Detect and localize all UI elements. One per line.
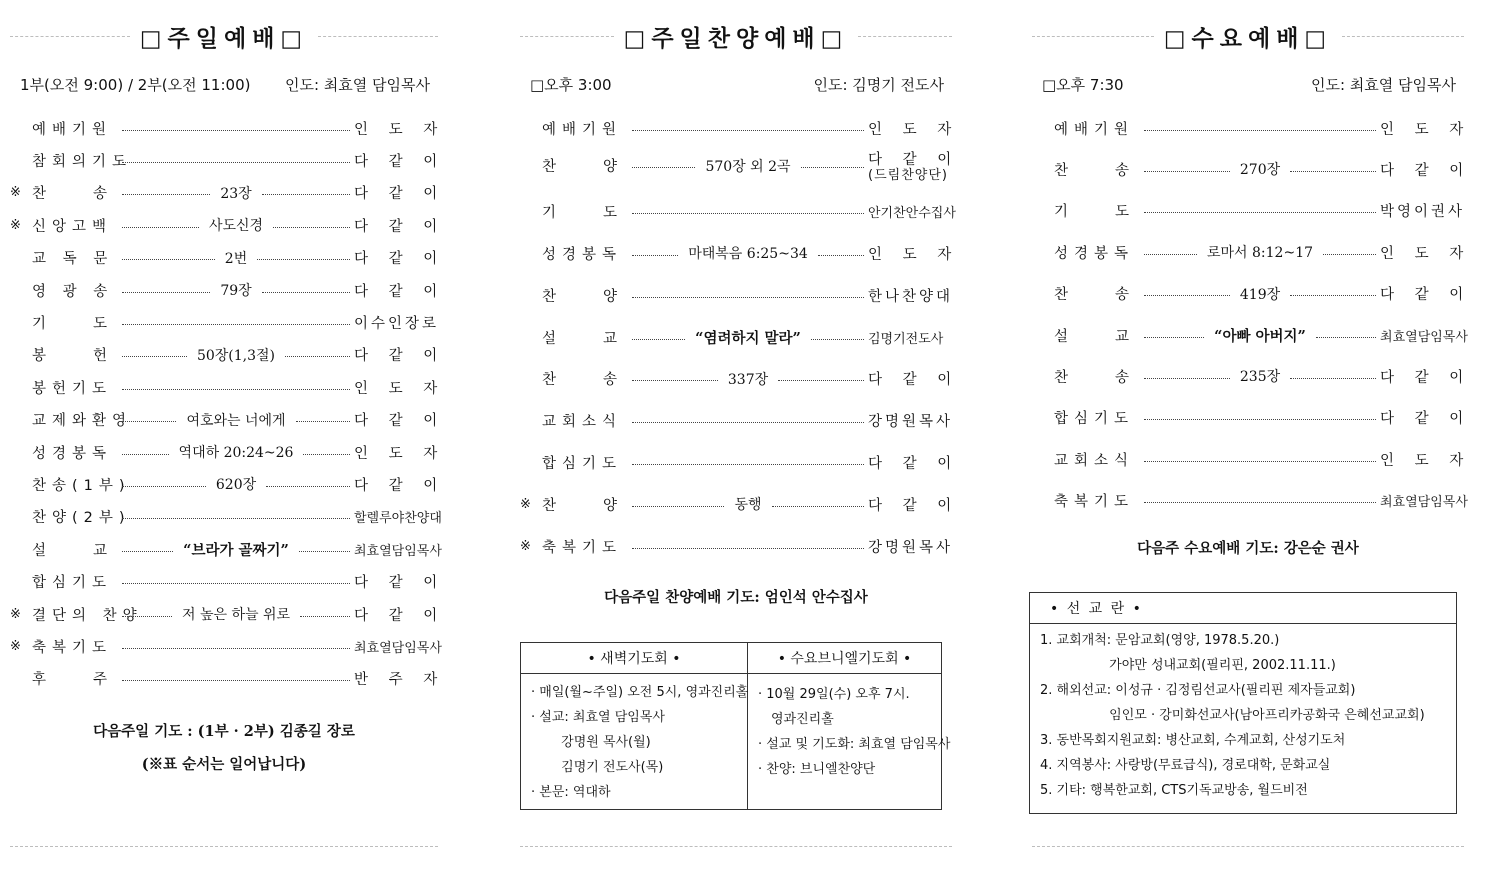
order-item-person <box>868 494 960 515</box>
dot-leader <box>1290 378 1376 379</box>
order-item-name: 찬 양 <box>542 497 624 514</box>
info-line: 김명기 전도사(목) <box>531 760 664 775</box>
dot-leader <box>122 130 350 131</box>
dot-leader <box>1316 337 1376 338</box>
info-line: 3. 동반목회지원교회: 병산교회, 수계교회, 산성기도처 <box>1040 733 1346 748</box>
order-item-person <box>354 668 446 689</box>
order-item <box>10 177 446 209</box>
order-item <box>10 436 446 468</box>
service-info <box>520 74 952 95</box>
order-item <box>1032 153 1472 185</box>
order-item-person <box>354 540 442 559</box>
divider <box>10 846 438 847</box>
order-item-detail: 마태복음 6:25~34 <box>688 246 808 263</box>
dot-leader <box>300 616 350 617</box>
dot-leader <box>122 518 350 519</box>
order-item-person <box>868 368 960 389</box>
person-name: 다 같 이 <box>354 218 446 235</box>
order-item-detail: 337장 <box>727 371 769 388</box>
column-header <box>520 18 952 54</box>
order-item-name: 기 도 <box>1054 204 1136 221</box>
order-item-detail: 570장 외 2곡 <box>705 158 791 175</box>
order-item <box>520 279 952 311</box>
order-item-person <box>354 150 446 171</box>
person-name: 다 같 이 <box>1380 162 1472 179</box>
order-item-person <box>354 507 442 527</box>
person-name: 최효열담임목사 <box>354 543 442 559</box>
order-item <box>1032 278 1472 310</box>
dot-leader <box>632 130 864 131</box>
person-name: 다 같 이 <box>1380 411 1472 428</box>
order-item <box>520 321 952 353</box>
dot-leader <box>1323 254 1376 255</box>
info-line: 1. 교회개척: 문암교회(영양, 1978.5.20.) <box>1040 633 1280 648</box>
info-line: · 찬양: 브니엘찬양단 <box>758 762 876 777</box>
order-item-person <box>868 536 952 557</box>
info-line: 4. 지역봉사: 사랑방(무료급식), 경로대학, 문화교실 <box>1040 758 1331 773</box>
dot-leader <box>122 162 350 163</box>
next-week-prayer: 다음주 수요예배 기도: 강은순 권사 <box>1137 540 1359 557</box>
person-name: 다 같 이 <box>354 153 446 170</box>
person-name: 할렐루야찬양대 <box>354 511 442 527</box>
divider <box>520 36 614 37</box>
panel-lines <box>748 674 951 782</box>
person-name: 다 같 이 <box>868 497 960 514</box>
order-item-person <box>354 312 438 333</box>
order-item <box>10 209 446 241</box>
order-item <box>10 339 446 371</box>
order-item-name: 봉 헌 <box>32 348 114 365</box>
column-title: □주일찬양예배□ <box>623 25 849 52</box>
dot-leader <box>1144 130 1376 131</box>
person-name: 다 같 이 <box>354 283 446 300</box>
order-item <box>10 306 438 338</box>
order-item-name: 참회의기도 <box>32 153 133 170</box>
order-item-person <box>354 604 446 625</box>
dot-leader <box>122 583 350 584</box>
person-name: 박영이권사 <box>1380 204 1466 221</box>
person-name: 다 같 이 <box>354 348 446 365</box>
dot-leader <box>1144 337 1204 338</box>
order-item-name: 찬 송 <box>1054 162 1136 179</box>
order-item-person <box>868 328 952 347</box>
order-item <box>10 630 442 662</box>
person-name: 다 같 이 <box>354 413 446 430</box>
order-item-detail: 23장 <box>220 185 252 202</box>
person-name: 다 같 이 <box>354 607 446 624</box>
standing-mark: ※ <box>520 538 531 554</box>
dot-leader <box>632 297 864 298</box>
order-item-name: 교 독 문 <box>32 251 114 268</box>
service-leader: 인도: 김명기 전도사 <box>813 76 944 94</box>
order-item <box>10 533 442 565</box>
order-item-name: 설 교 <box>32 542 114 559</box>
column-title: □주일예배□ <box>139 25 309 52</box>
order-item <box>10 404 446 436</box>
order-item-name: 찬 송 <box>1054 287 1136 304</box>
standing-mark: ※ <box>10 185 21 201</box>
person-name: 인 도 자 <box>354 121 446 138</box>
order-item-person <box>1380 242 1472 263</box>
order-item-person <box>354 637 442 656</box>
order-item <box>1032 360 1472 392</box>
order-item-name: 축복기도 <box>542 539 623 556</box>
info-line: 강명원 목사(월) <box>531 735 651 750</box>
dot-leader <box>122 454 169 455</box>
order-item-name: 예배기원 <box>1054 121 1135 138</box>
person-name: 인 도 자 <box>1380 245 1472 262</box>
person-name: 이수인장로 <box>354 315 440 332</box>
order-item-name: 합심기도 <box>542 455 623 472</box>
order-item-person <box>354 571 446 592</box>
order-item-person <box>354 118 446 139</box>
order-item <box>520 237 960 269</box>
order-item-name: 후 주 <box>32 672 114 689</box>
order-item-person <box>868 410 952 431</box>
order-item <box>1032 402 1472 434</box>
standing-note: (※표 순서는 일어납니다) <box>141 756 307 773</box>
dawn-prayer-panel <box>521 643 748 809</box>
order-item-person <box>868 243 960 264</box>
divider <box>1342 36 1464 37</box>
order-item-name: 찬 양 <box>542 159 624 176</box>
order-item-name: 설 교 <box>1054 328 1136 345</box>
order-item-detail: “브라가 골짜기” <box>183 541 289 559</box>
dot-leader <box>632 464 864 465</box>
person-name: 최효열담임목사 <box>1380 495 1468 511</box>
person-name: 다 같 이 <box>354 477 446 494</box>
dot-leader <box>303 454 350 455</box>
wednesday-prayer-panel <box>748 643 951 809</box>
dot-leader <box>1144 295 1230 296</box>
panel-lines <box>521 674 747 805</box>
order-item-name: 기 도 <box>542 205 624 222</box>
info-line: 5. 기타: 행복한교회, CTS기독교방송, 월드비전 <box>1040 783 1308 798</box>
person-name: 최효열담임목사 <box>354 640 442 656</box>
order-item-detail: 동행 <box>734 497 762 514</box>
order-item-detail: “아빠 아버지” <box>1214 327 1306 345</box>
dot-leader <box>122 648 350 649</box>
dot-leader <box>818 255 864 256</box>
dot-leader <box>1144 254 1197 255</box>
dot-leader <box>122 389 350 390</box>
order-item-name: 예배기원 <box>32 121 113 138</box>
order-item <box>1032 319 1468 351</box>
dot-leader <box>1290 295 1376 296</box>
person-name: 다 같 이 <box>1380 287 1472 304</box>
order-item-detail: 사도신경 <box>208 218 264 235</box>
order-item <box>10 468 446 500</box>
order-item-person <box>868 202 956 222</box>
order-item-person <box>354 247 446 268</box>
dot-leader <box>632 213 864 214</box>
order-item-person <box>354 280 446 301</box>
mission-box <box>1029 592 1457 814</box>
person-name: 인 도 자 <box>354 445 446 462</box>
person-name: 인 도 자 <box>1380 121 1472 138</box>
person-name: 김명기전도사 <box>868 331 944 347</box>
dot-leader <box>1144 212 1376 213</box>
info-line: · 본문: 역대하 <box>531 785 611 800</box>
order-item-person <box>1380 200 1464 221</box>
order-item-name: 봉헌기도 <box>32 380 113 397</box>
dot-leader <box>122 292 210 293</box>
order-item-name: 설 교 <box>542 330 624 347</box>
order-item-person <box>1380 326 1468 345</box>
dot-leader <box>1144 419 1376 420</box>
column-header <box>10 18 438 54</box>
person-name: 다 같 이 <box>868 455 960 472</box>
order-item-name: 찬 송 <box>1054 369 1136 386</box>
dot-leader <box>122 356 187 357</box>
prayer-meetings-box <box>520 642 951 810</box>
service-time: □오후 7:30 <box>1042 76 1124 94</box>
order-item <box>1032 112 1472 144</box>
dot-leader <box>632 380 718 381</box>
person-name: 강명원목사 <box>868 539 954 556</box>
order-item <box>1032 236 1472 268</box>
order-item-person <box>868 148 960 184</box>
order-item-person <box>1380 491 1468 511</box>
order-item-person <box>1380 283 1472 304</box>
divider <box>10 36 130 37</box>
order-item-name: 합심기도 <box>1054 411 1135 428</box>
order-item-detail: 역대하 20:24~26 <box>178 445 294 461</box>
info-line: 2. 해외선교: 이성규 · 김정림선교사(필리핀 제자들교회) <box>1040 683 1356 698</box>
order-item-person <box>1380 407 1472 428</box>
order-item <box>10 274 446 306</box>
person-name: 다 같 이 <box>868 152 960 169</box>
dot-leader <box>632 506 724 507</box>
divider <box>1032 36 1154 37</box>
order-item <box>520 488 960 520</box>
order-item <box>520 405 952 437</box>
dot-leader <box>1144 171 1230 172</box>
info-line: · 10월 29일(수) 오후 7시. <box>758 687 910 702</box>
person-name: 다 같 이 <box>868 372 960 389</box>
order-item-name: 신앙고백 <box>32 218 113 235</box>
order-item <box>520 446 960 478</box>
dot-leader <box>266 486 350 487</box>
order-item-name: 성경봉독 <box>32 445 113 462</box>
person-name: 인 도 자 <box>1380 452 1472 469</box>
mission-heading: • 선 교 란 • <box>1030 593 1456 624</box>
order-item-name: 교회소식 <box>1054 452 1135 469</box>
order-item-detail: “염려하지 말라” <box>695 329 801 347</box>
dot-leader <box>632 167 695 168</box>
wednesday-service-column <box>1032 0 1472 873</box>
order-item <box>10 371 446 403</box>
order-item-person <box>1380 159 1472 180</box>
order-item-name: 찬 송 <box>32 186 114 203</box>
order-item-person <box>868 452 960 473</box>
order-item <box>10 566 446 598</box>
column-title: □수요예배□ <box>1163 25 1333 52</box>
sunday-praise-service-column <box>520 0 960 873</box>
order-item-name: 찬송(1부) <box>32 477 131 494</box>
order-item-name: 성경봉독 <box>1054 245 1135 262</box>
standing-mark: ※ <box>10 606 21 622</box>
person-name: 인 도 자 <box>354 380 446 397</box>
order-item-person <box>1380 366 1472 387</box>
sunday-service-column <box>10 0 446 873</box>
dot-leader <box>262 292 350 293</box>
divider <box>318 36 438 37</box>
service-leader: 인도: 최효열 담임목사 <box>1310 76 1456 94</box>
dot-leader <box>772 506 864 507</box>
order-item-person <box>1380 118 1472 139</box>
divider <box>858 36 952 37</box>
order-item-person <box>868 285 952 306</box>
order-item-name: 영 광 송 <box>32 283 114 300</box>
info-line: 영과진리홀 <box>758 712 834 727</box>
person-name: 최효열담임목사 <box>1380 329 1468 345</box>
order-item-person <box>354 182 446 203</box>
divider <box>1032 846 1464 847</box>
standing-mark: ※ <box>520 496 531 512</box>
dot-leader <box>1290 171 1376 172</box>
order-item <box>1032 485 1468 517</box>
dot-leader <box>632 548 864 549</box>
order-item-detail: 620장 <box>215 477 257 494</box>
order-item <box>520 112 960 144</box>
person-name: 다 같 이 <box>354 186 446 203</box>
dot-leader <box>632 255 678 256</box>
order-item-person <box>354 215 446 236</box>
next-week-prayer: 다음주일 찬양예배 기도: 엄인석 안수집사 <box>604 589 868 606</box>
order-item-name: 교제와환영 <box>32 413 133 430</box>
dot-leader <box>122 616 172 617</box>
order-item-detail: 419장 <box>1239 286 1281 303</box>
dot-leader <box>122 421 176 422</box>
dot-leader <box>122 259 215 260</box>
order-item-name: 합심기도 <box>32 575 113 592</box>
order-item-name: 축복기도 <box>32 639 113 656</box>
person-name: 안기찬안수집사 <box>868 206 956 222</box>
dot-leader <box>122 227 199 228</box>
dot-leader <box>299 551 350 552</box>
order-item <box>1032 443 1472 475</box>
standing-mark: ※ <box>10 638 21 654</box>
info-line: · 설교 및 기도화: 최효열 담임목사 <box>758 737 951 752</box>
info-line: 가야만 성내교회(필리핀, 2002.11.11.) <box>1040 658 1336 673</box>
dot-leader <box>1144 502 1376 503</box>
order-item-person <box>354 474 446 495</box>
order-item <box>520 196 956 228</box>
order-item-name: 찬양(2부) <box>32 510 131 527</box>
order-item-name: 결단의 찬양 <box>32 607 143 624</box>
info-line: · 설교: 최효열 담임목사 <box>531 710 665 725</box>
dot-leader <box>122 324 350 325</box>
dot-leader <box>811 339 864 340</box>
dot-leader <box>285 356 350 357</box>
order-item <box>1032 195 1464 227</box>
order-item-name: 예배기원 <box>542 121 623 138</box>
person-subtitle: (드림찬양단) <box>868 168 948 184</box>
order-item-name: 축복기도 <box>1054 494 1135 511</box>
order-item-person <box>354 344 446 365</box>
person-name: 인 도 자 <box>868 121 960 138</box>
dot-leader <box>1144 378 1230 379</box>
service-times: 1부(오전 9:00) / 2부(오전 11:00) <box>20 76 251 94</box>
order-item <box>520 363 960 395</box>
order-item <box>10 242 446 274</box>
order-item-person <box>354 442 446 463</box>
person-name: 반 주 자 <box>354 672 446 689</box>
service-time: □오후 3:00 <box>530 76 612 94</box>
dot-leader <box>801 167 864 168</box>
order-item <box>10 112 446 144</box>
divider <box>520 846 952 847</box>
order-item-name: 찬 송 <box>542 372 624 389</box>
dot-leader <box>632 422 864 423</box>
dot-leader <box>778 380 864 381</box>
service-info <box>10 74 438 95</box>
order-item-person <box>868 118 960 139</box>
column-header <box>1032 18 1464 54</box>
order-item-detail: 2번 <box>224 250 248 267</box>
order-item-name: 기 도 <box>32 315 114 332</box>
mission-lines <box>1030 624 1456 803</box>
next-week-prayer: 다음주일 기도 : (1부 · 2부) 김종길 장로 <box>93 723 355 740</box>
dot-leader <box>262 194 350 195</box>
order-item <box>520 530 952 562</box>
dot-leader <box>632 339 685 340</box>
panel-heading: • 수요브니엘기도회 • <box>748 643 941 674</box>
person-name: 다 같 이 <box>354 251 446 268</box>
order-item-person <box>354 377 446 398</box>
dot-leader <box>122 194 210 195</box>
order-item-detail: 79장 <box>220 283 252 299</box>
order-item-person <box>1380 449 1472 470</box>
service-info <box>1032 74 1464 95</box>
order-item-detail: 여호와는 너에게 <box>186 412 286 429</box>
order-item-detail: 270장 <box>1239 162 1281 179</box>
dot-leader <box>273 227 350 228</box>
person-name: 다 같 이 <box>354 575 446 592</box>
info-line: 임인모 · 강미화선교사(남아프리카공화국 은혜선교교회) <box>1040 708 1425 723</box>
dot-leader <box>122 551 173 552</box>
person-name: 강명원목사 <box>868 414 954 431</box>
service-leader: 인도: 최효열 담임목사 <box>284 76 430 94</box>
order-item-detail: 235장 <box>1239 369 1281 386</box>
dot-leader <box>257 259 350 260</box>
order-item <box>10 144 446 176</box>
order-item <box>520 150 960 184</box>
order-item-detail: 50장(1,3절) <box>196 347 276 364</box>
person-name: 인 도 자 <box>868 246 960 263</box>
person-name: 다 같 이 <box>1380 369 1472 386</box>
order-item <box>10 663 446 695</box>
dot-leader <box>296 421 350 422</box>
order-item-person <box>354 409 446 430</box>
order-item <box>10 501 442 533</box>
panel-heading: • 새벽기도회 • <box>521 643 747 674</box>
standing-mark: ※ <box>10 217 21 233</box>
order-item <box>10 598 446 630</box>
order-item-name: 찬 양 <box>542 288 624 305</box>
dot-leader <box>122 486 206 487</box>
order-item-detail: 저 높은 하늘 위로 <box>181 607 291 623</box>
person-name: 한나찬양대 <box>868 288 954 305</box>
dot-leader <box>122 680 350 681</box>
order-item-name: 교회소식 <box>542 414 623 431</box>
dot-leader <box>1144 461 1376 462</box>
order-item-name: 성경봉독 <box>542 246 623 263</box>
info-line: · 매일(월~주일) 오전 5시, 영과진리홀 <box>531 685 749 700</box>
order-item-detail: 로마서 8:12~17 <box>1207 245 1314 262</box>
